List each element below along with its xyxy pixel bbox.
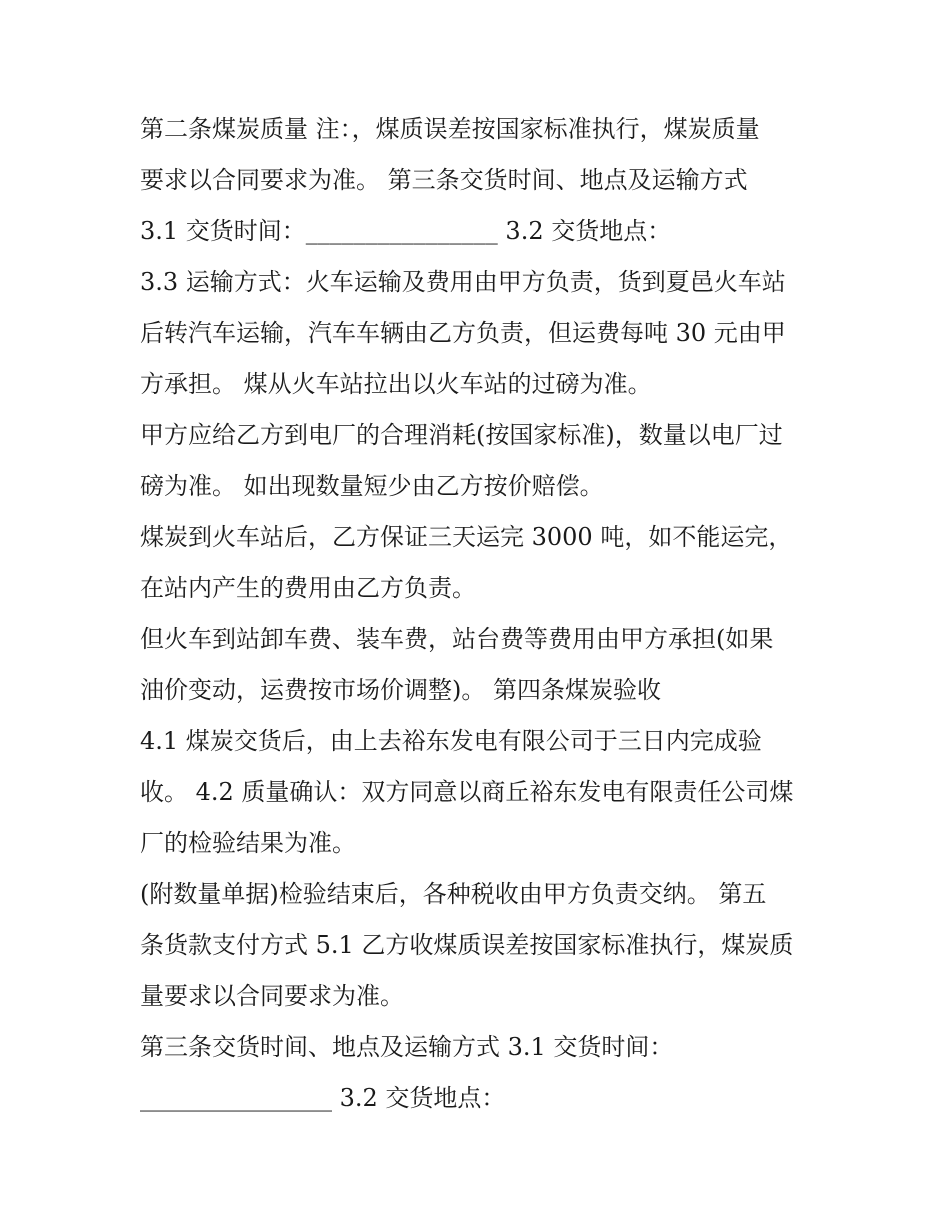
- text-line: ________________ 3.2 交货地点：: [140, 1084, 506, 1112]
- text-line: 条货款支付方式 5.1 乙方收煤质误差按国家标准执行，煤炭质: [140, 931, 794, 959]
- text-line: 油价变动，运费按市场价调整)。 第四条煤炭验收: [140, 676, 661, 704]
- text-line: (附数量单据)检验结束后，各种税收由甲方负责交纳。 第五: [140, 880, 767, 908]
- text-line: 3.1 交货时间：________________ 3.2 交货地点：: [140, 217, 672, 245]
- text-line: 磅为准。 如出现数量短少由乙方按价赔偿。: [140, 472, 604, 500]
- text-line: 收。 4.2 质量确认：双方同意以商丘裕东发电有限责任公司煤: [140, 778, 794, 806]
- text-line: 后转汽车运输，汽车车辆由乙方负责，但运费每吨 30 元由甲: [140, 319, 786, 347]
- text-line: 第三条交货时间、地点及运输方式 3.1 交货时间：: [140, 1033, 674, 1061]
- text-line: 量要求以合同要求为准。: [140, 982, 404, 1010]
- text-line: 但火车到站卸车费、装车费，站台费等费用由甲方承担(如果: [140, 625, 774, 653]
- text-line: 煤炭到火车站后，乙方保证三天运完 3000 吨，如不能运完，: [140, 523, 793, 551]
- text-line: 第二条煤炭质量 注：，煤质误差按国家标准执行，煤炭质量: [140, 115, 760, 143]
- text-line: 4.1 煤炭交货后，由上去裕东发电有限公司于三日内完成验: [140, 727, 762, 755]
- text-line: 要求以合同要求为准。 第三条交货时间、地点及运输方式: [140, 166, 748, 194]
- text-line: 方承担。 煤从火车站拉出以火车站的过磅为准。: [140, 370, 652, 398]
- text-line: 在站内产生的费用由乙方负责。: [140, 574, 476, 602]
- document-body: [140, 104, 820, 1124]
- text-line: 厂的检验结果为准。: [140, 829, 356, 857]
- text-line: 3.3 运输方式：火车运输及费用由甲方负责，货到夏邑火车站: [140, 268, 786, 296]
- text-line: 甲方应给乙方到电厂的合理消耗(按国家标准)，数量以电厂过: [140, 421, 783, 449]
